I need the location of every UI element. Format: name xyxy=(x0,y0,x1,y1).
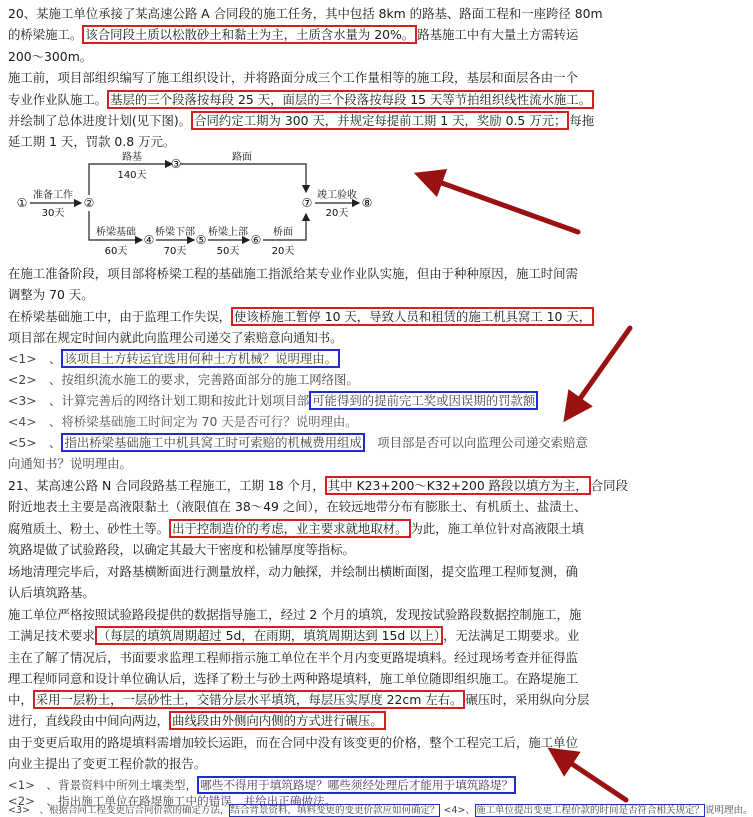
q21-line-13: 由于变更后取用的路堤填料需增加较长运距，而在合同中没有该变更的价格，整个工程完工后，施工单位 xyxy=(8,735,578,750)
red-highlight-fill-cycle: （每层的填筑周期超过 5d，在雨期，填筑周期达到 15d 以上） xyxy=(95,626,443,645)
q20-question-5-cont: 向通知书？说明理由。 xyxy=(8,456,132,471)
node-1: ① xyxy=(16,196,28,210)
activity-pavement-label: 路面 xyxy=(232,152,252,163)
arrow-pointing-diagram xyxy=(428,178,578,232)
activity-foundation-label: 桥梁基础 xyxy=(96,227,136,238)
activity-acceptance-label: 竣工验收 xyxy=(317,190,357,201)
red-highlight-soil: 该合同段土质以松散砂土和黏土为主，土质含水量为 20%。 xyxy=(82,25,417,44)
red-highlight-flow: 基层的三个段落按每段 25 天，面层的三个段落按每段 15 天等节拍组织线性流水施工。 xyxy=(107,90,594,109)
activity-superstructure-duration: 50天 xyxy=(216,246,240,257)
activity-acceptance-duration: 20天 xyxy=(325,208,349,219)
q20-line-4: 施工前，项目部组织编写了施工组织设计，并将路面分成三个工作量相等的施工段，基层和面层各由一个 xyxy=(8,70,578,85)
activity-prep-duration: 30天 xyxy=(41,208,65,219)
q21-line-7: 施工单位严格按照试验路段提供的数据指导施工，经过 2 个月的填筑，发现按试验路段数据控制施工，施 xyxy=(8,607,582,622)
q21-line-11: 中， 采用一层粉土，一层砂性土，交错分层水平填筑，每层压实厚度 22cm 左右。 碾压时，采用纵向分层 xyxy=(8,692,590,707)
q21-line-14: 向业主提出了变更工程价款的报告。 xyxy=(8,756,207,771)
q21-line-9: 主在了解了情况后，书面要求监理工程师指示施工单位在半个月内变更路堤填料。经过现场考查并征得监 xyxy=(8,650,578,665)
q20-question-3: <3> 、计算完善后的网络计划工期和按此计划项目部 可能得到的提前完工奖或因误期的罚款额 xyxy=(8,393,538,409)
q20-question-4: <4> 、将桥梁基础施工时间定为 70 天是否可行？说明理由。 xyxy=(8,414,358,429)
node-6: ⑥ xyxy=(250,233,262,247)
red-highlight-local-material: 出于控制造价的考虑，业主要求就地取材。 xyxy=(169,519,410,538)
q20-question-5: <5> 、 指出桥梁基础施工中机具窝工时可索赔的机械费用组成 项目部是否可以向监理公司递交索赔意 xyxy=(8,435,588,450)
activity-subgrade-label: 路基 xyxy=(122,152,142,163)
arrow-pointing-questions xyxy=(572,328,630,410)
q20-line-2: 的桥梁施工。 该合同段土质以松散砂土和黏土为主，土质含水量为 20%。 路基施工中有大量土方需转运 xyxy=(8,27,579,42)
q21-line-12: 进行，直线段由中间向两边， 曲线段由外侧向内侧的方式进行碾压。 xyxy=(8,713,386,729)
mid-line-1: 在施工准备阶段，项目部将桥梁工程的基础施工指派给某专业作业队实施，但由于种种原因，施工时间需 xyxy=(8,266,578,281)
activity-substructure-label: 桥梁下部 xyxy=(155,227,195,238)
blue-highlight-q20-5: 指出桥梁基础施工中机具窝工时可索赔的机械费用组成 xyxy=(61,433,364,452)
q20-line-6: 并绘制了总体进度计划(见下图)。 合同约定工期为 300 天，并规定每提前工期 1 天，奖励 0.5 万元； 每拖 xyxy=(8,113,595,128)
red-highlight-fill-section: 其中 K23+200～K32+200 路段以填方为主， xyxy=(325,476,591,495)
q21-line-6: 认后填筑路基。 xyxy=(8,585,95,600)
activity-foundation-duration: 60天 xyxy=(104,246,128,257)
red-highlight-suspension: 使该桥施工暂停 10 天，导致人员和租赁的施工机具窝工 10 天， xyxy=(231,307,594,326)
activity-subgrade-duration: 140天 xyxy=(117,170,147,181)
mid-line-3: 在桥梁基础施工中，由于监理工作失误， 使该桥施工暂停 10 天，导致人员和租赁的施工机具窝工 10 天， xyxy=(8,309,594,325)
q20-line-7: 延工期 1 天，罚款 0.8 万元。 xyxy=(8,134,176,149)
blue-highlight-q20-3: 可能得到的提前完工奖或因误期的罚款额 xyxy=(309,391,538,410)
mid-line-2: 调整为 70 天。 xyxy=(8,287,94,302)
activity-deck-duration: 20天 xyxy=(271,246,295,257)
q21-line-4: 筑路堤做了试验路段，以确定其最大干密度和松铺厚度等指标。 xyxy=(8,542,355,557)
q20-line-5: 专业作业队施工。 基层的三个段落按每段 25 天，面层的三个段落按每段 15 天等节拍组织线性流水施工。 xyxy=(8,92,594,108)
node-2: ② xyxy=(83,196,95,210)
q21-line-8: 工满足技术要求 （每层的填筑周期超过 5d，在雨期，填筑周期达到 15d 以上） ，无法满足工期要求。业 xyxy=(8,628,580,643)
q21-line-10: 理工程师同意和设计单位确认后，选择了粉土与砂土两种路堤填料，施工单位随即组织施工。在路堤施工 xyxy=(8,671,578,686)
activity-prep-label: 准备工作 xyxy=(33,190,73,201)
blue-highlight-q21-4: 施工单位提出变更工程价款的时间是否符合相关规定？ xyxy=(476,805,705,816)
q21-question-1: <1> 、背景资料中所列土壤类型， 哪些不得用于填筑路堤？哪些须经处理后才能用于填筑路堤？ xyxy=(8,777,516,793)
q21-questions-3-4: <3> 、根据合同工程变更后合同价款的确定方法，结合背景资料，填料变更的变更价款应如何确定？ <4>、施工单位提出变更工程价款的时间是否符合相关规定？说明理由。 xyxy=(8,805,753,816)
q20-line-3: 200～300m。 xyxy=(8,49,93,64)
node-5: ⑤ xyxy=(195,233,207,247)
red-highlight-contract: 合同约定工期为 300 天，并规定每提前工期 1 天，奖励 0.5 万元； xyxy=(191,111,569,130)
node-4: ④ xyxy=(143,233,155,247)
q21-line-2: 附近地表土主要是高液限黏土（液限值在 38～49 之间），在较远地带分布有膨胀土、有机质土、盐渍土、 xyxy=(8,499,587,514)
red-highlight-layering: 采用一层粉土，一层砂性土，交错分层水平填筑，每层压实厚度 22cm 左右。 xyxy=(33,690,466,709)
activity-substructure-duration: 70天 xyxy=(163,246,187,257)
activity-deck-label: 桥面 xyxy=(273,227,293,238)
node-7: ⑦ xyxy=(301,196,313,210)
q21-line-5: 场地清理完毕后，对路基横断面进行测量放样，动力触探，并绘制出横断面图，提交监理工程师复测，确 xyxy=(8,564,578,579)
blue-highlight-q20-1: 该项目土方转运宜选用何种土方机械？说明理由。 xyxy=(61,349,340,368)
node-3: ③ xyxy=(170,157,182,171)
q21-question-2: <2> 、指出施工单位在路堤施工中的错误，并给出正确做法。 xyxy=(8,794,337,808)
q20-question-1: <1> 、 该项目土方转运宜选用何种土方机械？说明理由。 xyxy=(8,351,340,367)
q21-line-1: 21、某高速公路 N 合同段路基工程施工，工期 18 个月， 其中 K23+200～K32+200 路段以填方为主， 合同段 xyxy=(8,478,628,493)
mid-line-4: 项目部在规定时间内就此向监理公司递交了索赔意向通知书。 xyxy=(8,330,343,345)
node-8: ⑧ xyxy=(361,196,373,210)
blue-highlight-q21-3: 结合背景资料，填料变更的变更价款应如何确定？ xyxy=(230,805,440,816)
q20-line-1: 20、某施工单位承接了某高速公路 A 合同段的施工任务，其中包括 8km 的路基、路面工程和一座跨径 80m xyxy=(8,6,603,21)
q21-line-3: 腐殖质土、粉土、砂性土等。 出于控制造价的考虑，业主要求就地取材。 为此，施工单位针对高液限土填 xyxy=(8,521,584,536)
arrow-pointing-q21-questions xyxy=(560,756,626,800)
q20-question-2: <2> 、按组织流水施工的要求，完善路面部分的施工网络图。 xyxy=(8,372,359,387)
red-highlight-compaction: 曲线段由外侧向内侧的方式进行碾压。 xyxy=(169,711,386,730)
activity-superstructure-label: 桥梁上部 xyxy=(208,227,248,238)
blue-highlight-q21-1: 哪些不得用于填筑路堤？哪些须经处理后才能用于填筑路堤？ xyxy=(197,776,516,794)
